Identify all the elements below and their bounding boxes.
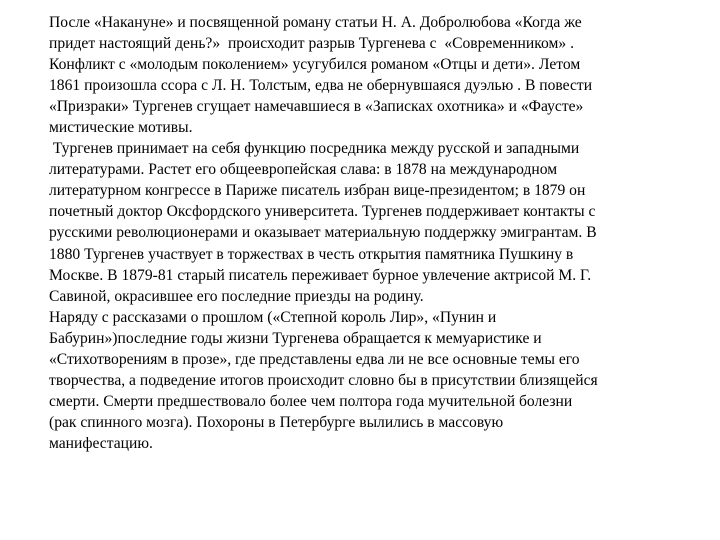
text-line: Наряду с рассказами о прошлом («Степной король Лир», «Пунин и [49,308,497,326]
text-line: Конфликт с «молодым поколением» усугубился романом «Отцы и дети». Летом [49,56,581,74]
body-text [49,12,699,454]
text-line: манифестацию. [49,434,153,452]
text-line: 1861 произошла ссора с Л. Н. Толстым, едва не обернувшаяся дуэлью . В повести [49,77,593,95]
text-line: русскими революционерами и оказывает материальную поддержку эмигрантам. В [49,224,597,242]
text-line: смерти. Смерти предшествовало более чем полтора года мучительной болезни [49,392,573,410]
text-line: Москве. В 1879-81 старый писатель переживает бурное увлечение актрисой М. Г. [49,266,592,284]
text-line: творчества, а подведение итогов происходит словно бы в присутствии близящейся [49,371,598,389]
text-line: «Стихотворениям в прозе», где представлены едва ли не все основные темы его [49,350,580,368]
text-line: Савиной, окрасившее его последние приезды на родину. [49,287,424,305]
text-line: «Призраки» Тургенев сгущает намечавшиеся в «Записках охотника» и «Фаусте» [49,98,584,116]
text-line: Бабурин»)последние годы жизни Тургенева обращается к мемуаристике и [49,329,542,347]
text-line: литературном конгрессе в Париже писатель избран вице-президентом; в 1879 он [49,182,586,200]
text-line: После «Накануне» и посвященной роману статьи Н. А. Добролюбова «Когда же [49,14,582,31]
text-line: придет настоящий день?» происходит разрыв Тургенева с «Современником» . [49,35,574,53]
text-line: литературами. Растет его общеевропейская слава: в 1878 на международном [49,161,558,179]
text-line: Тургенев принимает на себя функцию посредника между русской и западными [49,140,580,158]
text-line: (рак спинного мозга). Похороны в Петербурге вылились в массовую [49,413,504,431]
text-line: мистические мотивы. [49,119,193,137]
text-line: почетный доктор Оксфордского университета. Тургенев поддерживает контакты с [49,203,596,221]
text-line: 1880 Тургенев участвует в торжествах в честь открытия памятника Пушкину в [49,245,574,263]
